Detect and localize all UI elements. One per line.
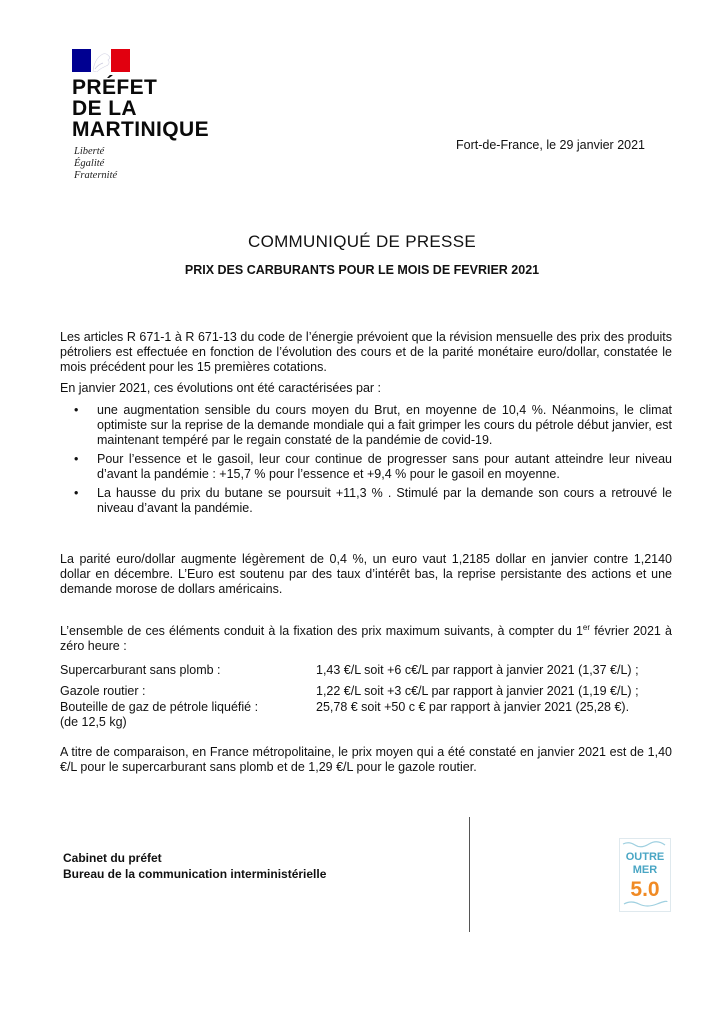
conclusion-text: L’ensemble de ces éléments conduit à la fixation des prix maximum suivants, à compter du 1: [60, 624, 583, 638]
list-item-text: Pour l’essence et le gasoil, leur cour continue de progresser sans pour autant atteindre leur niveau d’avant la pandémie : +15,7 % pour l’essence et +9,4 % pour le gasoil en moyenne.: [97, 452, 672, 481]
footer-cabinet: Cabinet du préfet: [63, 851, 162, 865]
logo-text-line-1: PRÉFET: [72, 76, 158, 99]
om-logo-line3: 5.0: [630, 878, 660, 901]
motto-fraternite: Fraternité: [74, 170, 118, 181]
parity-paragraph: La parité euro/dollar augmente légèrement de 0,4 %, un euro vaut 1,2185 dollar en janvier contre 1,2140 dollar en décembre. L’Euro est soutenu par des taux d’intérêt bas, la reprise persistante des actions et une demande morose de dollars américains.: [60, 552, 672, 596]
evolution-list: [60, 403, 672, 520]
conclusion-paragraph: [60, 624, 672, 654]
motto-liberte: Liberté: [74, 146, 105, 157]
list-item: [60, 403, 672, 448]
logo-text-line-2: DE LA: [72, 97, 137, 120]
list-item: [60, 452, 672, 482]
price-label-sp: Supercarburant sans plomb :: [60, 663, 221, 677]
period-text: , ces évolutions ont été caractérisées par :: [146, 381, 382, 395]
list-item-text: La hausse du prix du butane se poursuit +11,3 % . Stimulé par la demande son cours a retrouvé le niveau d’avant la pandémie.: [97, 486, 672, 515]
place-date: Fort-de-France, le 29 janvier 2021: [456, 138, 645, 152]
price-label-gazole: Gazole routier :: [60, 684, 146, 698]
motto-egalite: Égalité: [74, 158, 105, 169]
vertical-divider: [469, 817, 470, 932]
conclusion-text-end: février 2021 à zéro heure :: [60, 624, 672, 653]
price-value-sp: 1,43 €/L soit +6 c€/L par rapport à janvier 2021 (1,37 €/L) ;: [316, 663, 639, 677]
price-value-gazole: 1,22 €/L soit +3 c€/L par rapport à janvier 2021 (1,19 €/L) ;: [316, 684, 639, 698]
price-label-gpl-size: (de 12,5 kg): [60, 715, 127, 729]
logo-text-line-3: MARTINIQUE: [72, 118, 209, 141]
footer-bureau: Bureau de la communication interministérielle: [63, 867, 327, 881]
bullet-icon: •: [74, 486, 79, 500]
price-value-gpl: 25,78 € soit +50 c € par rapport à janvier 2021 (25,28 €).: [316, 700, 630, 714]
period-paragraph: [60, 381, 672, 396]
intro-paragraph: Les articles R 671-1 à R 671-13 du code de l’énergie prévoient que la révision mensuelle des prix des produits pétroliers est effectuée en fonction de l’évolution des cours et de la parité monétaire euro/dollar, constatée le mois précédent pour les 15 premières cotations.: [60, 330, 672, 374]
outre-mer-logo-icon: [619, 838, 671, 912]
period-date: En janvier 2021: [60, 381, 147, 395]
marianne-logo-icon: [72, 49, 130, 72]
list-item-text: une augmentation sensible du cours moyen du Brut, en moyenne de 10,4 %. Néanmoins, le climat optimiste sur la reprise de la demande mondiale qui a fait grimper les cours du pétrole début janvier, est maintenant tempéré par le regain constaté de la pandémie de covid-19.: [97, 403, 672, 447]
press-release-title: COMMUNIQUÉ DE PRESSE: [248, 232, 476, 251]
price-label-gpl: Bouteille de gaz de pétrole liquéfié :: [60, 700, 259, 714]
om-logo-line2: MER: [632, 864, 658, 876]
bullet-icon: •: [74, 403, 79, 417]
footer-signature: [63, 850, 326, 882]
om-logo-line1: OUTRE: [625, 851, 665, 863]
comparison-paragraph: A titre de comparaison, en France métropolitaine, le prix moyen qui a été constaté en janvier 2021 est de 1,40 €/L pour le supercarburant sans plomb et de 1,29 €/L pour le gazole routier.: [60, 745, 672, 774]
bullet-icon: •: [74, 452, 79, 466]
list-item: [60, 486, 672, 516]
conclusion-superscript: er: [582, 622, 591, 632]
press-release-subtitle: PRIX DES CARBURANTS POUR LE MOIS DE FEVRIER 2021: [184, 263, 540, 277]
